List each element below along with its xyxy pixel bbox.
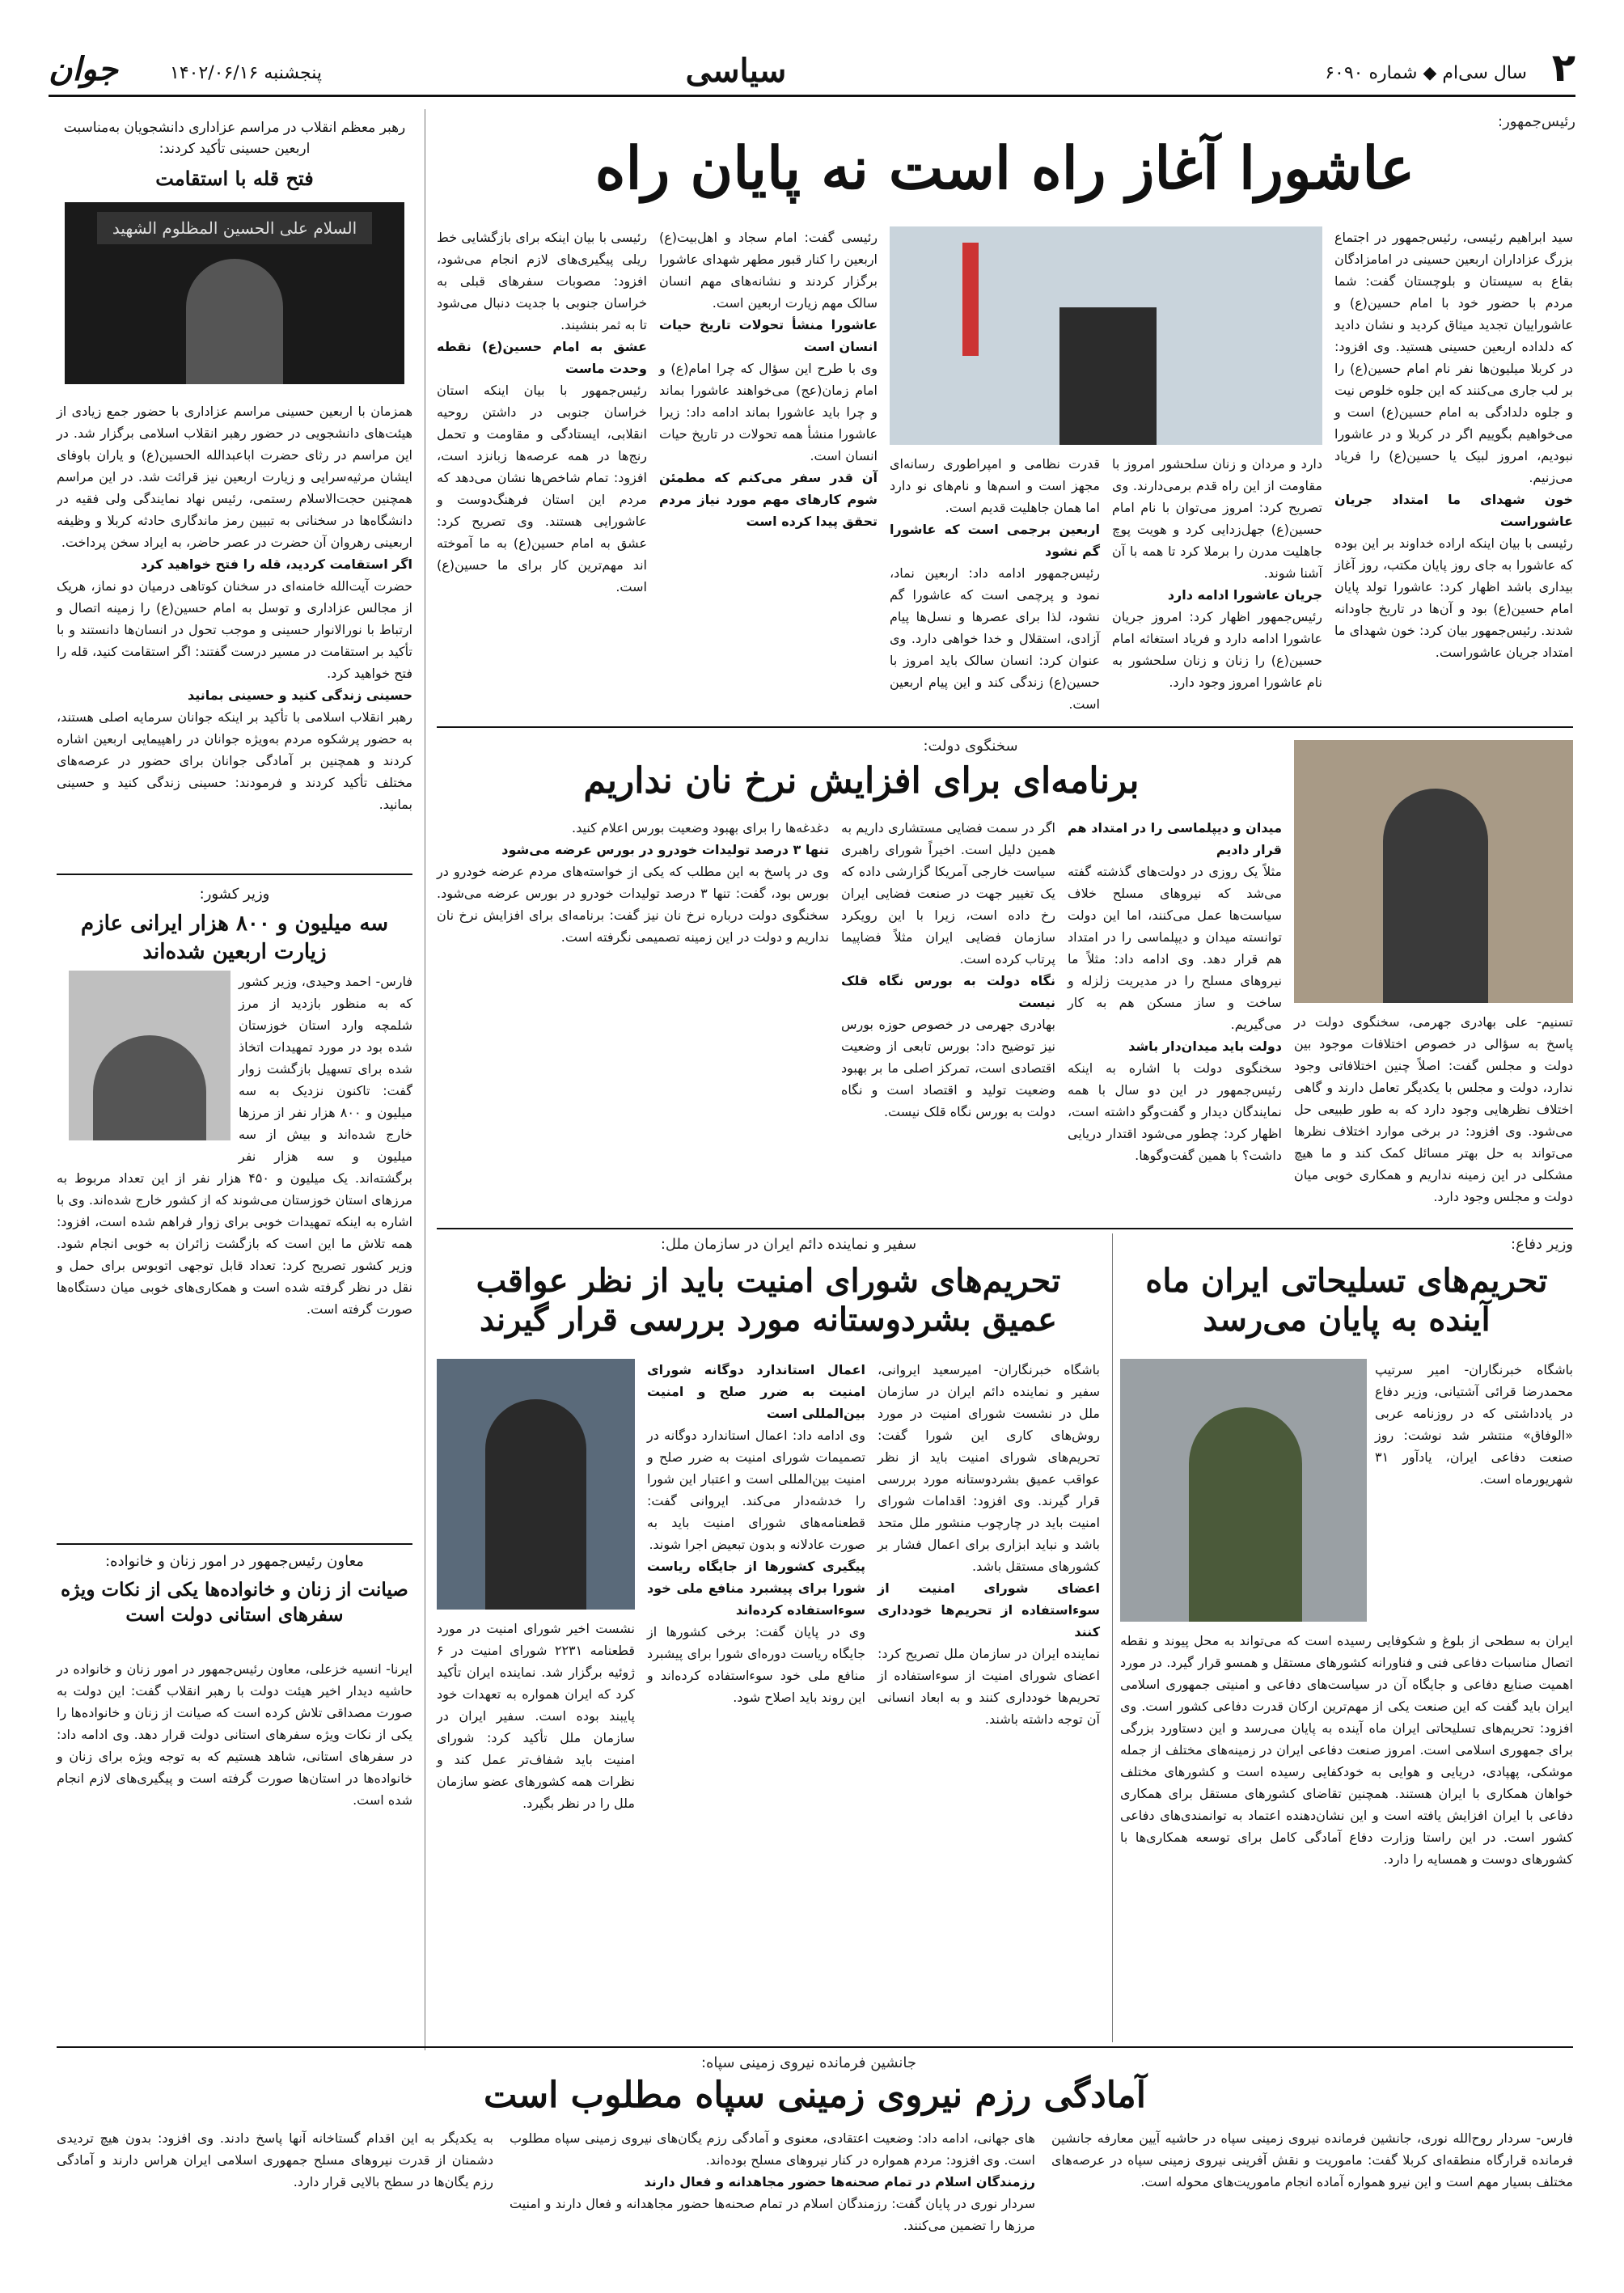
article5-kicker: جانشین فرمانده نیروی زمینی سپاه: [700, 2054, 917, 2071]
president-speech-photo [890, 226, 1322, 445]
article3-kicker: وزیر دفاع: [1511, 1236, 1573, 1253]
article2-kicker: سخنگوی دولت: [923, 738, 1018, 755]
section-name: سیاسی [685, 52, 787, 90]
sidebar-mid-kicker: وزیر کشور: [199, 886, 270, 903]
podium [1059, 307, 1157, 445]
page-number: ۲ [1551, 45, 1575, 91]
article4-column-3: نشست اخیر شورای امنیت در مورد قطعنامه ۲۲۳۱ شورای امنیت در ۶ ژوئیه برگزار شد. نماینده ایران تأکید کرد که ایران همواره به تعهدات خود پایبند بوده است. سفیر ایران در سازمان ملل تأکید کرد: شورای امنیت باید شفاف‌تر عمل کند و نظرات همه کشورهای عضو سازمان ملل را در نظر بگیرد. [437, 1621, 635, 1811]
divider [57, 1543, 412, 1545]
lead-column-2: دارد و مردان و زنان سلحشور امروز با مقاومت از این راه قدم برمی‌دارند. وی تصریح کرد: امروز می‌توان با نام امام حسین(ع) جهل‌زدایی کرد و هویت پوچ جاهلیت مدرن را برملا کرد تا همه با آن آشنا شوند. جریان عاشورا ادامه دارد رئیس‌جمهور اظهار کرد: امروز جریان عاشورا ادامه دارد و فریاد استغاثه امام حسین(ع) را زنان و زنان سلحشور به نام عاشورا امروز وجود دارد. [1112, 456, 1322, 690]
article2-column-4: دغدغه‌ها را برای بهبود وضعیت بورس اعلام کنید. تنها ۳ درصد تولیدات خودرو در بورس عرضه می‌شود وی در پاسخ به این مطلب که یکی از خواسته‌های مردم عرضه خودرو در بورس بود، گفت: تنها ۳ درصد تولیدات خودرو در بورس عرضه می‌شود. سخنگوی دولت درباره نرخ نان نیز گفت: برنامه‌ای برای افزایش نرخ نان نداریم و دولت در این زمینه تصمیمی نگرفته است. [437, 820, 830, 945]
sidebar-mid-body: فارس- احمد وحیدی، وزیر کشور که به منظور بازدید از مرز شلمچه وارد استان خوزستان شده بود در مورد تمهیدات اتخاذ شده برای تسهیل بازگشت زوار گفت: تاکنون نزدیک به سه میلیون و ۸۰۰ هزار نفر از مرزها خارج شده‌اند و بیش از سه میلیون و سه هزار نفر برگشته‌اند. یک میلیون و ۴۵۰ هزار نفر از این تعداد مربوط به مرزهای استان خوزستان می‌شوند که از کشور خارج شده‌اند. وی با اشاره به اینکه تمهیدات خوبی برای زوار فراهم شده است، افزود: همه تلاش ما این است که بازگشت زائران به خوبی انجام شود. وزیر کشور تصریح کرد: تعداد قابل توجهی اتوبوس برای حمل و نقل در نظر گرفته شده است و همکاری‌های خوبی میان دستگاه‌ها صورت گرفته است. [57, 974, 413, 1317]
column-rule [1112, 1233, 1113, 2042]
article2-column-2: میدان و دیپلماسی را در امتداد هم قرار دادیم مثلاً یک روزی در دولت‌های گذشته گفته می‌شد که نیروهای مسلح خلاف سیاست‌ها عمل می‌کنند، اما این دولت توانسته میدان و دیپلماسی را در امتداد هم قرار دهد. وی ادامه داد: مثلاً ما نیروهای مسلح را در مدیریت زلزله و ساخت و ساز مسکن هم به کار می‌گیریم. دولت باید میدان‌دار باشد سخنگوی دولت با اشاره به اینکه رئیس‌جمهور در این دو سال با همه نمایندگان دیدار و گفت‌وگو داشته است، اظهار کرد: چطور می‌شود اقتدار دریایی داشت؟ با همین گفت‌وگوها. [1068, 820, 1282, 1163]
divider [437, 726, 1573, 728]
sidebar-bottom-body: ایرنا- انسیه خزعلی، معاون رئیس‌جمهور در امور زنان و خانواده در حاشیه دیدار اخیر هیئت دولت با رهبر انقلاب گفت: این دولت به صورت مصداقی تلاش کرده است که صیانت از زنان و خانواده‌ها را یکی از نکات ویژه سفرهای استانی دولت قرار دهد. وی ادامه داد: در سفرهای استانی، شاهد هستیم که به توجه ویژه برای زنان و خانواده‌ها در استان‌ها صورت گرفته است و پیگیری‌های لازم انجام شده است. [57, 1661, 412, 1808]
lead-column-1: سید ابراهیم رئیسی، رئیس‌جمهور در اجتماع بزرگ عزاداران اربعین حسینی در امامزادگان بقاع به سیستان و بلوچستان گفت: شما مردم با حضور خود با امام حسین(ع) و عاشوراییان تجدید میثاق کردید و نشان دادید که دلداده اربعین حسینی هستید. وی افزود: در کربلا میلیون‌ها نفر نام امام حسین(ع) را بر لب جاری می‌کنند که این جلوه خلوص نیت و جلوه دلدادگی به امام حسین(ع) است و می‌خواهیم بگوییم اگر در کربلا و در عاشورا نبودیم، امروز لبیک یا حسین(ع) را فریاد می‌زنیم. خون شهدای ما امتداد جریان عاشوراست رئیسی با بیان اینکه اراده خداوند بر این بوده که عاشورا به جای روز پایان مکتب، روز آغاز بیداری باشد اظهار کرد: عاشورا تولد پایان امام حسین(ع) بود و آن‌ها در تاریخ جاودانه شدند. رئیس‌جمهور بیان کرد: خون شهدای ما امتداد جریان عاشوراست. [1334, 230, 1573, 660]
sidebar-bottom-title: صیانت از زنان و خانواده‌ها یکی از نکات ویژه سفرهای استانی دولت است [61, 1579, 408, 1627]
lead-column-4: رئیسی گفت: امام سجاد و اهل‌بیت(ع) اربعین را کنار قبور مطهر شهدای عاشورا برگزار کردند و نشانه‌های مهم انسان سالک مهم زیارت اربعین است. عاشورا منشأ تحولات تاریخ حیات انسان است وی با طرح این سؤال که چرا امام(ع) و امام زمان(عج) می‌خواهند عاشورا بماند و چرا باید عاشورا بماند ادامه داد: زیرا عاشورا منشأ همه تحولات در تاریخ حیات انسان است. آن قدر سفر می‌کنم که مطمئن شوم کارهای مهم مورد نیاز مردم تحقق پیدا کرده است [659, 230, 878, 529]
sidebar-mid-title: سه میلیون و ۸۰۰ هزار ایرانی عازم زیارت اربعین شده‌اند [80, 912, 389, 965]
leader-figure [186, 259, 283, 384]
divider [57, 874, 412, 875]
article4-headline: تحریم‌های شورای امنیت باید از نظر عواقب عمیق بشردوستانه مورد بررسی قرار گیرند [476, 1262, 1061, 1339]
leader-photo [65, 202, 404, 384]
minister-uniform [1189, 1407, 1302, 1622]
mourning-banner: السلام علی الحسین المظلوم الشهید [97, 212, 372, 244]
article5-column-1: فارس- سردار روح‌الله نوری، جانشین فرمانده نیروی زمینی سپاه در حاشیه آیین معارفه جانشین فرمانده قرارگاه منطقه‌ای کربلا گفت: ماموریت و نقش آفرینی نیروی زمینی سپاه در عرصه‌های مختلف بسیار مهم است و این نیرو همواره آماده انجام ماموریت‌های محوله است. [1051, 2130, 1573, 2189]
article5-column-2: های جهانی، ادامه داد: وضعیت اعتقادی، معنوی و آمادگی رزم یگان‌های نیروی زمینی سپاه مطلوب است. وی افزود: مردم همواره در کنار نیروهای مسلح بوده‌اند. رزمندگان اسلام در تمام صحنه‌ها حضور مجاهدانه و فعال دارند سردار نوری در پایان گفت: رزمندگان اسلام در تمام صحنه‌ها حضور مجاهدانه و فعال دارند و امنیت مرزها را تضمین می‌کنند. [510, 2130, 1035, 2233]
article4-kicker: سفیر و نماینده دائم ایران در سازمان ملل: [660, 1236, 917, 1253]
lead-column-5: رئیسی با بیان اینکه برای بازگشایی خط ریلی پیگیری‌های لازم انجام می‌شود، افزود: مصوبات سفرهای قبلی به خراسان جنوبی با جدیت دنبال می‌شود تا به ثمر بنشیند. عشق به امام حسین(ع) نقطه وحدت ماست رئیس‌جمهور با بیان اینکه استان خراسان جنوبی در داشتن روحیه انقلابی، ایستادگی و مقاومت و تحمل رنج‌ها در همه عرصه‌ها زبانزد است، افزود: تمام شاخص‌ها نشان می‌دهد که مردم این استان فرهنگ‌دوست و عاشورایی هستند. وی تصریح کرد: عشق به امام حسین(ع) به ما آموخته اند مهم‌ترین کار برای ما حسین(ع) است. [437, 230, 647, 594]
newspaper-logo: جوان [49, 50, 118, 88]
sidebar-top-kicker: رهبر معظم انقلاب در مراسم عزاداری دانشجویان به‌مناسبت اربعین حسینی تأکید کردند: [63, 120, 406, 157]
lead-kicker: رئیس‌جمهور: [1498, 113, 1575, 130]
spokesman-photo [1294, 740, 1573, 1003]
divider [437, 1228, 1573, 1229]
article2-column-3: اگر در سمت فضایی مستشاری داریم به همین دلیل است. اخیراً شورای راهبری سیاست خارجی آمریکا گزارشی داده که یک تغییر جهت در صنعت فضایی ایران رخ داده است، زیرا با این رویکرد سازمان فضایی ایران مثلاً فضاپیما پرتاب کرده است. نگاه دولت به بورس نگاه قلک نیست بهادری جهرمی در خصوص حوزه بورس نیز توضیح داد: بورس تابعی از وضعیت اقتصادی است، تمرکز اصلی ما بر بهبود وضعیت تولید و اقتصاد است و نگاه دولت به بورس نگاه قلک نیست. [841, 820, 1055, 1119]
sidebar-top-title: فتح قله با استقامت [155, 167, 314, 190]
ambassador-figure [485, 1399, 586, 1610]
flag [962, 243, 979, 356]
lead-headline: عاشورا آغاز راه است نه پایان راه [594, 133, 1415, 202]
spokesman-figure [1383, 789, 1488, 1003]
un-ambassador-photo [437, 1359, 635, 1610]
divider [57, 2046, 1573, 2048]
issue-date: پنجشنبه ۱۴۰۲/۰۶/۱۶ [170, 63, 323, 83]
issue-info: سال سی‌ام ◆ شماره ۶۰۹۰ [1325, 63, 1527, 83]
article4-column-1: باشگاه خبرنگاران- امیرسعید ایروانی، سفیر و نماینده دائم ایران در سازمان ملل در نشست شورای امنیت در مورد روش‌های کاری این شورا گفت: تحریم‌های شورای امنیت باید از نظر عواقب عمیق بشردوستانه مورد بررسی قرار گیرند. وی افزود: اقدامات شورای امنیت باید در چارچوب منشور ملل متحد باشد و نباید ابزاری برای اعمال فشار بر کشورهای مستقل باشد. اعضای شورای امنیت از سوءاستفاده از تحریم‌ها خودداری کنند نماینده ایران در سازمان ملل تصریح کرد: اعضای شورای امنیت از سوءاستفاده از تحریم‌ها خودداری کنند و به ابعاد انسانی آن توجه داشته باشند. [878, 1362, 1100, 1727]
article3-intro: باشگاه خبرنگاران- امیر سرتیپ محمدرضا قرائی آشتیانی، وزیر دفاع در یادداشتی که در روزنامه عربی «الوفاق» منتشر شد نوشت: روز صنعت دفاعی ایران، یادآور ۳۱ شهریورماه است. [1375, 1362, 1573, 1487]
article2-column-1: تسنیم- علی بهادری جهرمی، سخنگوی دولت در پاسخ به سؤالی در خصوص اختلافات موجود بین دولت و مجلس گفت: اصلاً چنین اختلافاتی وجود ندارد، دولت و مجلس با یکدیگر تعامل دارند و گاهی اختلاف نظرهایی وجود دارد که به طور طبیعی حل می‌شود. وی افزود: در برخی موارد اختلاف نظرها می‌تواند به حل بهتر مسائل کمک کند و ما هیچ مشکلی در این زمینه نداریم و همکاری خوبی میان دولت و مجلس وجود دارد. [1294, 1014, 1573, 1204]
article5-headline: آمادگی رزم نیروی زمینی سپاه مطلوب است [484, 2075, 1146, 2116]
article3-headline: تحریم‌های تسلیحاتی ایران ماه آینده به پایان می‌رسد [1145, 1262, 1548, 1339]
article5-column-3: به یکدیگر به این اقدام گستاخانه آنها پاسخ دادند. وی افزود: بدون هیچ تردیدی دشمنان از قدرت نیروهای مسلح جمهوری اسلامی ایران هراس دارند و آمادگی رزم یگان‌ها در سطح بالایی قرار دارد. [57, 2130, 493, 2189]
article4-column-2: اعمال استاندارد دوگانه شورای امنیت به ضرر صلح و امنیت بین‌المللی است وی ادامه داد: اعمال استاندارد دوگانه در تصمیمات شورای امنیت به ضرر صلح و امنیت بین‌المللی است و اعتبار این شورا را خدشه‌دار می‌کند. ایروانی گفت: قطعنامه‌های شورای امنیت باید به صورت عادلانه و بدون تبعیض اجرا شوند. پیگیری کشورها از جایگاه ریاست شورا برای پیشبرد منافع ملی خود سوءاستفاده کرده‌اند وی در پایان گفت: برخی کشورها از جایگاه ریاست دوره‌ای شورا برای پیشبرد منافع ملی خود سوءاستفاده کرده‌اند و این روند باید اصلاح شود. [647, 1362, 865, 1705]
sidebar-bottom-kicker: معاون رئیس‌جمهور در امور زنان و خانواده: [105, 1553, 364, 1570]
lead-column-3: قدرت نظامی و امپراطوری رسانه‌ای مجهز است و اسم‌ها و نام‌های نو دارد اما همان جاهلیت قدیم است. اربعین برجمی است که عاشورا گم نشود رئیس‌جمهور ادامه داد: اربعین نماد، نمود و پرچمی است که عاشورا گم نشود، لذا برای عصرها و نسل‌ها پیام آزادی، استقلال و خدا خواهی دارد. وی عنوان کرد: انسان سالک باید امروز با حسین(ع) زندگی کند و این پیام اربعین است. [890, 456, 1100, 712]
masthead [49, 45, 1575, 97]
article3-body: ایران به سطحی از بلوغ و شکوفایی رسیده است که می‌تواند به محل پیوند و نقطه اتصال مناسبات دفاعی فنی و فناورانه کشورهای مستقل و همسو قرار گیرد. در مورد اهمیت صنایع دفاعی و جایگاه آن در سیاست‌های دفاعی و امنیتی جمهوری اسلامی ایران باید گفت که این صنعت یکی از مهم‌ترین ارکان قدرت دفاعی کشور است. وی افزود: تحریم‌های تسلیحاتی ایران ماه آینده به پایان می‌رسد و این دستاورد بزرگی برای جمهوری اسلامی است. امروز صنعت دفاعی ایران در زمینه‌های مختلف از جمله موشکی، پهپادی، دریایی و هوایی به خودکفایی رسیده است و کشورهای مختلف خواهان همکاری با ایران هستند. همچنین تقاضای کشورهای مستقل برای همکاری دفاعی با ایران افزایش یافته است و این نشان‌دهنده اعتماد به توانمندی‌های دفاعی کشور است. در این راستا وزارت دفاع آمادگی کامل برای توسعه همکاری‌ها با کشورهای دوست و همسایه را دارد. [1120, 1633, 1573, 1867]
sidebar-top-body: همزمان با اربعین حسینی مراسم عزاداری با حضور جمع زیادی از هیئت‌های دانشجویی در حضور رهبر انقلاب اسلامی برگزار شد. در این مراسم در رثای حضرت اباعبدالله الحسین(ع) و یاران باوفای ایشان مرثیه‌سرایی و زیارت اربعین نیز قرائت شد. در این مراسم همچنین حجت‌الاسلام رستمی، رئیس نهاد نمایندگی ولی فقیه در دانشگاه‌ها در سخنانی به تبیین رمز ماندگاری حادثه کربلا و وظیفه اربعینی رهروان آن حضرت در عصر حاضر، به ایراد سخن پرداخت. اگر استقامت کردید، قله را فتح خواهید کرد حضرت آیت‌الله خامنه‌ای در سخنان کوتاهی درمیان دو نماز، هریک از مجالس عزاداری و توسل به امام حسین(ع) را زمینه اتصال و ارتباط با نورالانوار حسینی و موجب تحول در انسان‌ها دانستند و با تأکید بر استقامت در مسیر درست گفتند: اگر استقامت کنید، قله را فتح خواهید کرد. حسینی زندگی کنید و حسینی بمانید رهبر انقلاب اسلامی با تأکید بر اینکه جوانان سرمایه اصلی هستند، به حضور پرشکوه مردم به‌ویژه جوانان در راهپیمایی اربعین اشاره کردند و همچنین بر آمادگی جوانان برای حضور در عرصه‌های مختلف تأکید کردند و فرمودند: حسینی زندگی کنید و حسینی بمانید. [57, 404, 412, 812]
article2-headline: برنامه‌ای برای افزایش نرخ نان نداریم [583, 760, 1140, 802]
defense-minister-photo [1120, 1359, 1367, 1622]
